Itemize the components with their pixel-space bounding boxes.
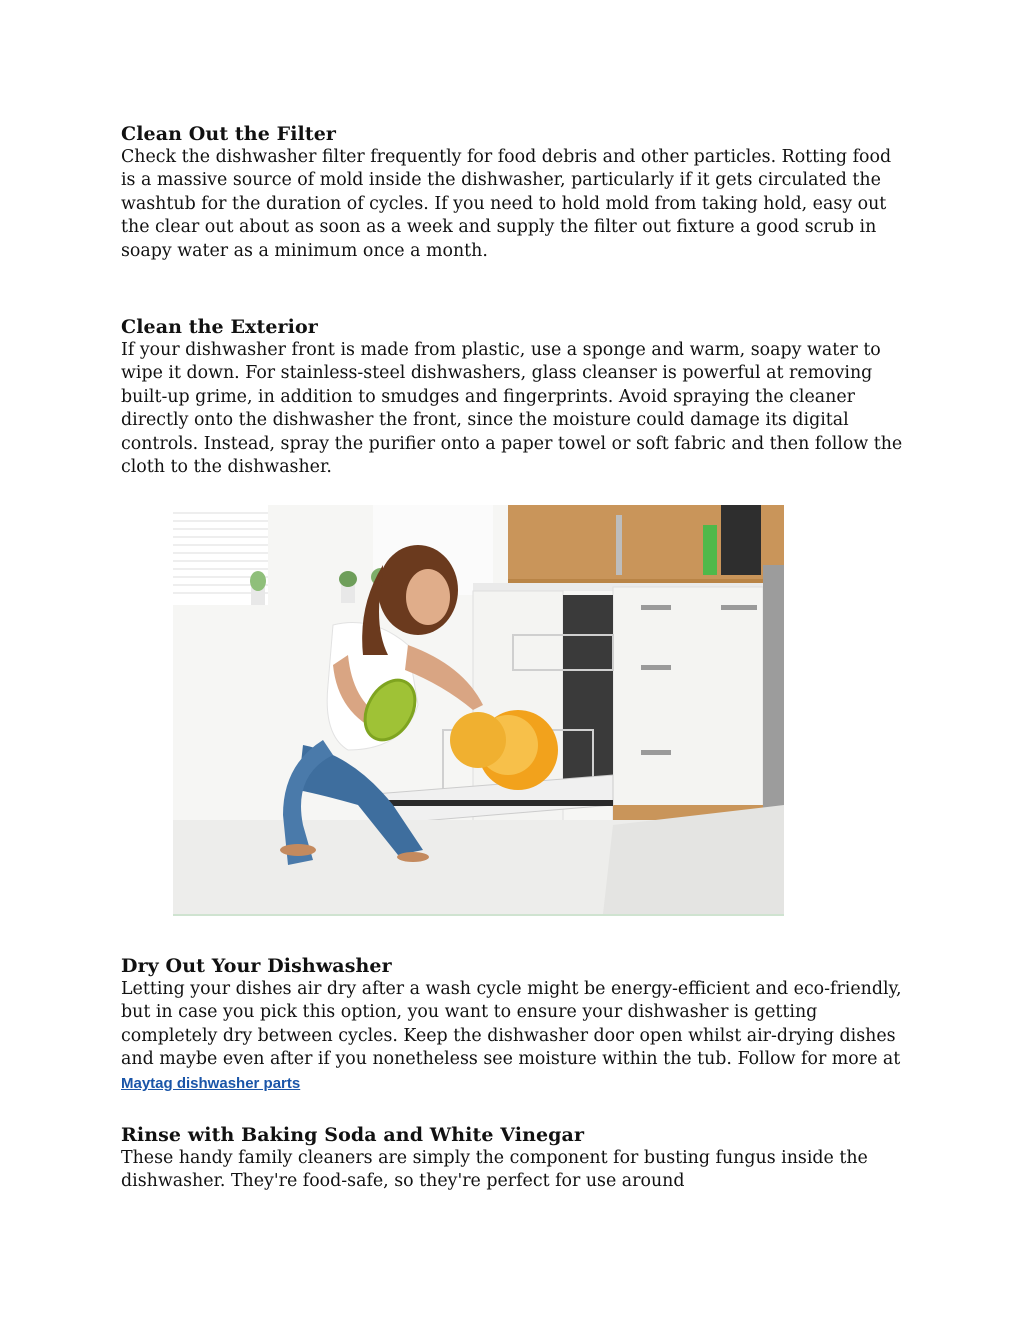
- heading-dry-out: Dry Out Your Dishwasher: [121, 955, 392, 977]
- section-dry-out: [121, 954, 911, 1095]
- paragraph-clean-exterior: If your dishwasher front is made from plastic, use a sponge and warm, soapy water to wipe it down. For stainless-steel dishwashers, glass cleanser is powerful at removing built-up grime, in addition to smudges and fingerprints. Avoid spraying the cleaner directly onto the dishwasher the front, since the moisture could damage its digital controls. Instead, spray the purifier onto a paper towel or soft fabric and then follow the cloth to the dishwasher.: [121, 340, 903, 478]
- section-clean-exterior: [121, 315, 911, 479]
- heading-rinse: Rinse with Baking Soda and White Vinegar: [121, 1124, 585, 1146]
- section-clean-filter: [121, 122, 911, 263]
- maytag-parts-link[interactable]: Maytag dishwasher parts: [121, 1074, 301, 1092]
- paragraph-dry-out: [121, 978, 911, 1095]
- dishwasher-photo: [173, 505, 784, 916]
- section-rinse: [121, 1123, 911, 1194]
- heading-clean-filter: Clean Out the Filter: [121, 123, 337, 145]
- paragraph-dry-out-text: Letting your dishes air dry after a wash cycle might be energy-efficient and eco-friendly, but in case you pick this option, you want to ensure your dishwasher is getting completely dry between cycles. Keep the dishwasher door open whilst air-drying dishes and maybe even after if you nonetheless see moisture within the tub. Follow for more at: [121, 979, 902, 1070]
- paragraph-clean-filter: Check the dishwasher filter frequently for food debris and other particles. Rotting food is a massive source of mold inside the dishwasher, particularly if it gets circulated the washtub for the duration of cycles. If you need to hold mold from taking hold, easy out the clear out about as soon as a week and supply the filter out fixture a good scrub in soapy water as a minimum once a month.: [121, 147, 892, 261]
- paragraph-rinse: These handy family cleaners are simply the component for busting fungus inside the dishwasher. They're food-safe, so they're perfect for use around: [121, 1148, 868, 1192]
- heading-clean-exterior: Clean the Exterior: [121, 316, 318, 338]
